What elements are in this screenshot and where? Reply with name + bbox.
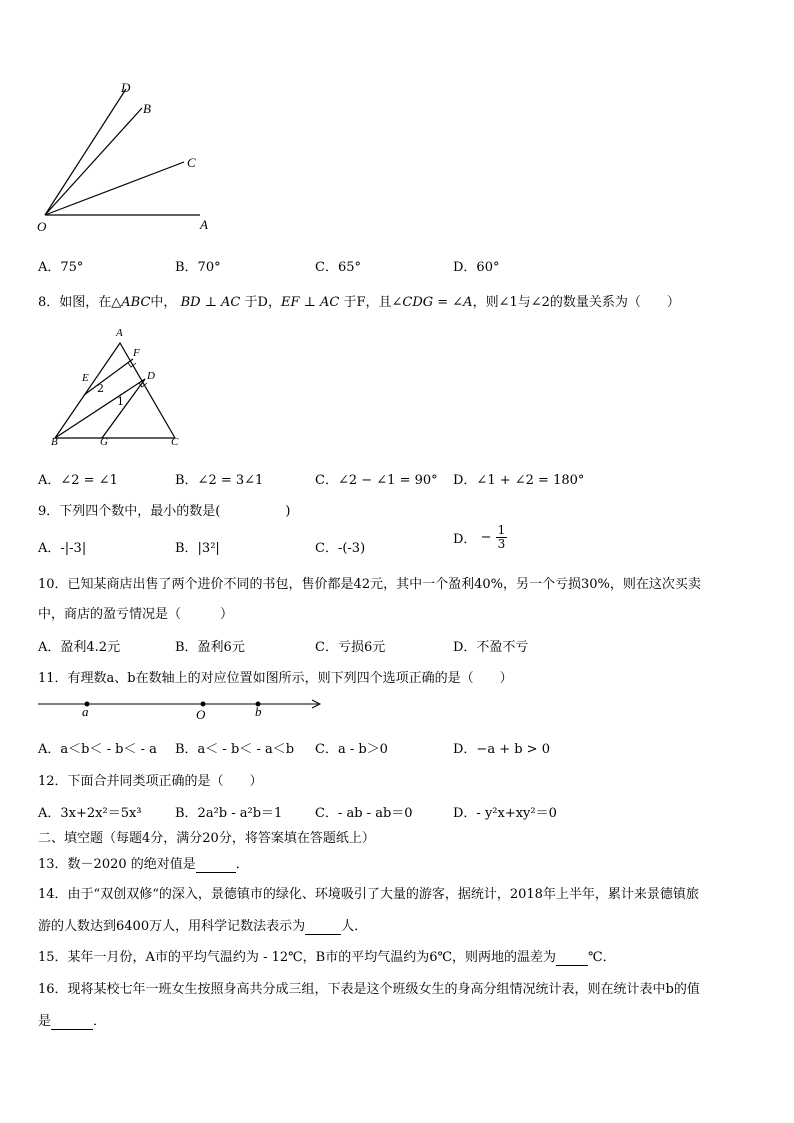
q13-answer-blank[interactable] bbox=[196, 857, 236, 873]
axis-label-a: a bbox=[82, 704, 89, 719]
q16-stem-line2 bbox=[38, 1010, 106, 1030]
q8-math-angle: ∠CDG = ∠A bbox=[391, 295, 473, 310]
q8-option-a[interactable]: A．∠2 = ∠1 bbox=[38, 473, 118, 488]
q11-option-d[interactable]: D．−a + b > 0 bbox=[453, 742, 550, 757]
q8-math-triangle: △ABC bbox=[111, 295, 151, 310]
q16-text-end: ． bbox=[93, 1014, 107, 1029]
q14-text: 游的人数达到6400万人，用科学记数法表示为 bbox=[38, 919, 306, 934]
point-label-c: C bbox=[187, 155, 196, 170]
q7-option-d[interactable]: D．60° bbox=[453, 260, 500, 275]
q9-option-c[interactable]: C．-(-3) bbox=[315, 541, 366, 556]
q8-stem bbox=[38, 291, 680, 310]
q12-option-b[interactable]: B．2a²b - a²b＝1 bbox=[175, 806, 283, 821]
q14-stem-line2 bbox=[38, 915, 367, 935]
q11-option-b[interactable]: B．a＜ - b＜ - a＜b bbox=[175, 742, 295, 757]
q12-option-d[interactable]: D．- y²x+xy²＝0 bbox=[453, 806, 557, 821]
q14-stem-line1: 14．由于“双创双修“的深入，景德镇市的绿化、环境吸引了大量的游客，据统计，2018年上半年，累计来景德镇旅 bbox=[38, 887, 699, 902]
q8-option-d[interactable]: D．∠1 + ∠2 = 180° bbox=[453, 473, 585, 488]
q9-option-d-fraction bbox=[496, 524, 508, 551]
point-label-b: B bbox=[143, 101, 151, 116]
q13-stem bbox=[38, 853, 249, 873]
q11-option-a[interactable]: A．a＜b＜ - b＜ - a bbox=[38, 742, 157, 757]
q16-text: 是 bbox=[38, 1014, 52, 1029]
fraction-denominator: 3 bbox=[497, 537, 506, 551]
q8-option-c[interactable]: C．∠2 − ∠1 = 90° bbox=[315, 473, 438, 488]
q13-text-end: ． bbox=[235, 857, 249, 872]
q8-stem-text: 于F，且 bbox=[343, 295, 392, 310]
q10-option-a[interactable]: A．盈利4.2元 bbox=[38, 640, 121, 655]
q12-option-a[interactable]: A．3x+2x²＝5x³ bbox=[38, 806, 142, 821]
axis-label-b: b bbox=[255, 704, 262, 719]
q15-text: 15．某年一月份，A市的平均气温约为 - 12℃，B市的平均气温约为6℃，则两地的温差为 bbox=[38, 950, 557, 965]
q14-answer-blank[interactable] bbox=[305, 919, 341, 935]
q9-option-d[interactable] bbox=[453, 524, 507, 551]
tri-label-b: B bbox=[51, 436, 58, 448]
q16-answer-blank[interactable] bbox=[51, 1014, 93, 1030]
q8-math-bd-perp: BD ⊥ AC bbox=[180, 295, 241, 310]
q15-answer-blank[interactable] bbox=[556, 950, 588, 966]
axis-label-o: O bbox=[196, 707, 206, 722]
tri-label-c: C bbox=[171, 436, 179, 448]
q10-option-c[interactable]: C．亏损6元 bbox=[315, 640, 386, 655]
q7-option-c[interactable]: C．65° bbox=[315, 260, 361, 275]
q8-stem-text: 中， bbox=[150, 295, 177, 310]
q7-option-b[interactable]: B．70° bbox=[175, 260, 221, 275]
q10-option-b[interactable]: B．盈利6元 bbox=[175, 640, 245, 655]
q12-stem: 12．下面合并同类项正确的是（ ） bbox=[38, 774, 263, 789]
number-line bbox=[36, 696, 328, 712]
tri-label-e: E bbox=[82, 372, 89, 384]
tri-label-angle-1: 1 bbox=[117, 395, 124, 408]
tri-label-g: G bbox=[100, 436, 108, 448]
tri-label-d: D bbox=[147, 370, 155, 382]
q11-stem: 11．有理数a、b在数轴上的对应位置如图所示，则下列四个选项正确的是（ ） bbox=[38, 671, 513, 686]
q13-text: 13．数－2020 的绝对值是 bbox=[38, 857, 196, 872]
tri-label-angle-2: 2 bbox=[97, 382, 104, 395]
fraction-numerator: 1 bbox=[497, 523, 506, 537]
angle-figure bbox=[30, 78, 230, 238]
q10-option-d[interactable]: D．不盈不亏 bbox=[453, 640, 529, 655]
q8-stem-text: ，则∠1与∠2的数量关系为（ ） bbox=[472, 295, 680, 310]
triangle-figure bbox=[50, 335, 190, 450]
section-heading-fill-in: 二、填空题（每题4分，满分20分，将答案填在答题纸上） bbox=[38, 831, 375, 846]
q8-stem-text: 8．如图，在 bbox=[38, 295, 112, 310]
q9-stem: 9．下列四个数中，最小的数是( ) bbox=[38, 504, 291, 519]
q9-option-b[interactable]: B．|3²| bbox=[175, 541, 220, 556]
point-label-a: A bbox=[200, 217, 208, 232]
q7-option-a[interactable]: A．75° bbox=[38, 260, 84, 275]
q12-option-c[interactable]: C．- ab - ab＝0 bbox=[315, 806, 413, 821]
tri-label-a: A bbox=[116, 327, 123, 339]
q10-stem-line1: 10．已知某商店出售了两个进价不同的书包，售价都是42元，其中一个盈利40%，另一个亏损30%，则在这次买卖 bbox=[38, 577, 701, 592]
q16-stem-line1: 16．现将某校七年一班女生按照身高共分成三组，下表是这个班级女生的身高分组情况统计表，则在统计表中b的值 bbox=[38, 982, 700, 997]
q15-stem bbox=[38, 946, 616, 966]
point-label-o: O bbox=[37, 219, 47, 234]
q15-text-end: ℃． bbox=[588, 950, 616, 965]
q14-text-end: 人． bbox=[341, 919, 368, 934]
q9-option-d-sign: − bbox=[480, 530, 492, 545]
point-label-d: D bbox=[121, 80, 131, 95]
q9-option-d-label: D． bbox=[453, 532, 477, 547]
q11-option-c[interactable]: C．a - b＞0 bbox=[315, 742, 388, 757]
q8-stem-text: 于D， bbox=[244, 295, 281, 310]
q9-option-a[interactable]: A．-|-3| bbox=[38, 541, 87, 556]
tri-label-f: F bbox=[133, 347, 140, 359]
q8-option-b[interactable]: B．∠2 = 3∠1 bbox=[175, 473, 264, 488]
q8-math-ef-perp: EF ⊥ AC bbox=[280, 295, 340, 310]
q10-stem-line2: 中，商店的盈亏情况是（ ） bbox=[38, 607, 234, 622]
